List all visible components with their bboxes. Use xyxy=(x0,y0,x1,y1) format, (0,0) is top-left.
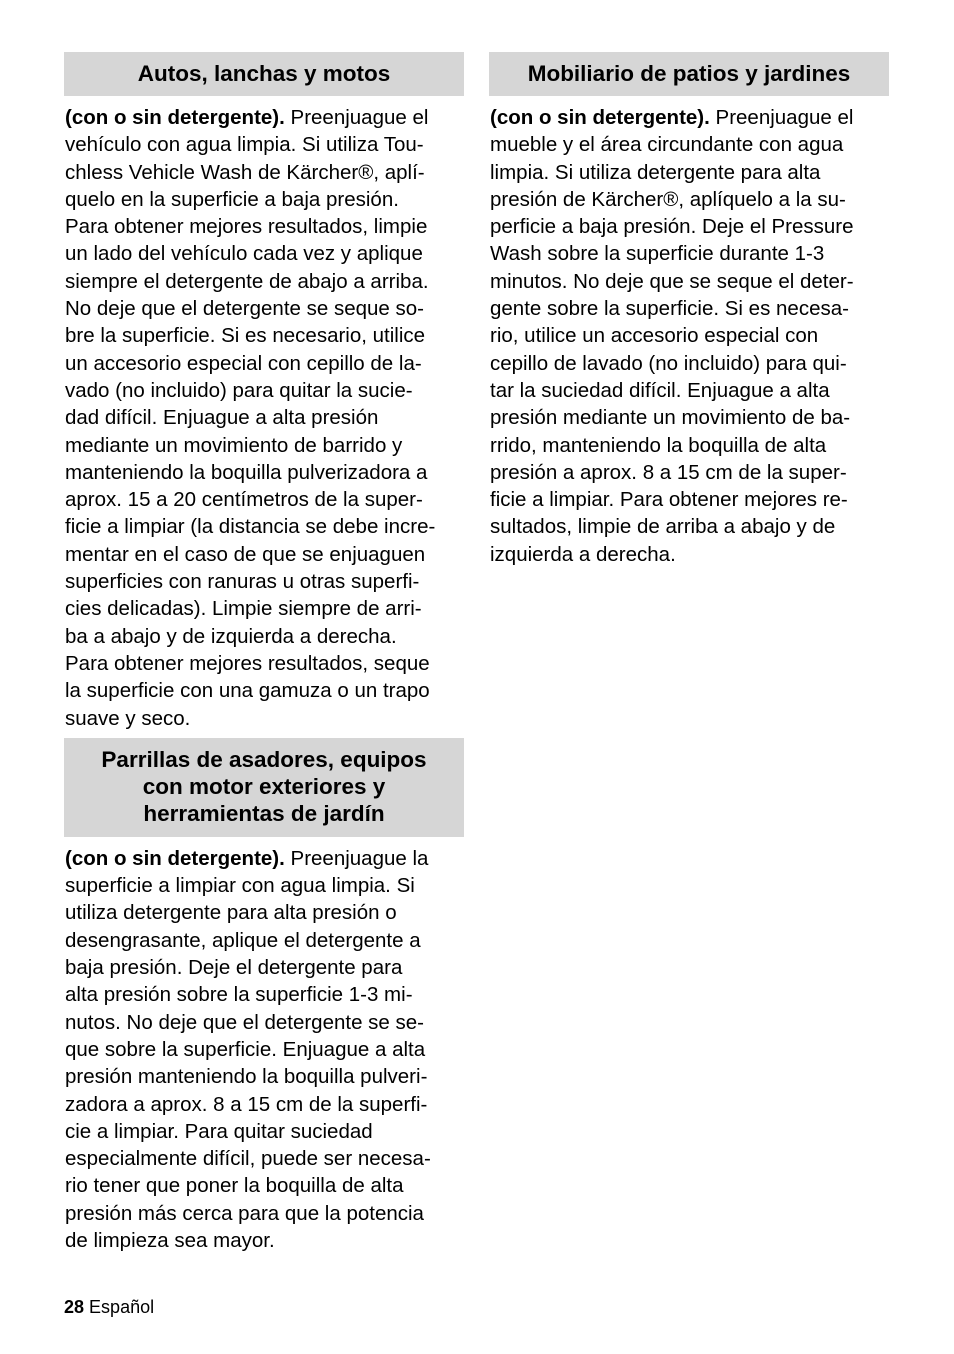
footer-language: Español xyxy=(89,1297,155,1317)
section-body-autos xyxy=(65,104,464,732)
section-text-autos: Preenjuague el vehículo con agua limpia. Si utiliza Tou- chless Vehicle Wash de Kärcher®, aplí- quelo en la superficie a baja presión. Para obtener mejores resultados, limpie un lado del vehículo cada vez y aplique siempre el detergente de abajo a arriba. No deje que el detergente se seque so- bre la superficie. Si es necesario, utilice un accesorio especial con cepillo de la- vado (no incluido) para quitar la sucie- dad difícil. Enjuague a alta presión mediante un movimiento de barrido y manteniendo la boquilla pulverizadora a aprox. 15 a 20 centímetros de la super- ficie a limpiar (la distancia se debe incre- mentar en el caso de que se enjuaguen superficies con ranuras u otras superfi- cies delicadas). Limpie siempre de arri- ba a abajo y de izquierda a derecha. Para obtener mejores resultados, seque la superficie con una gamuza o un trapo suave y seco. xyxy=(65,106,436,730)
section-body-mobiliario xyxy=(490,104,889,568)
left-column xyxy=(64,52,464,1254)
section-text-parrillas: Preenjuague la superficie a limpiar con agua limpia. Si utiliza detergente para alta presión o desengrasante, aplique el detergente a baja presión. Deje el detergente para alta presión sobre la superficie 1-3 mi- nutos. No deje que el detergente se se- que sobre la superficie. Enjuague a alta presión manteniendo la boquilla pulveri- zadora a aprox. 8 a 15 cm de la superfi- cie a limpiar. Para quitar suciedad especialmente difícil, puede ser necesa- rio tener que poner la boquilla de alta presión más cerca para que la potencia de limpieza sea mayor. xyxy=(65,846,431,1252)
section-heading-mobiliario: Mobiliario de patios y jardines xyxy=(489,52,889,96)
page-footer xyxy=(64,1296,154,1318)
section-text-mobiliario: Preenjuague el mueble y el área circundante con agua limpia. Si utiliza detergente para alta presión de Kärcher®, aplíquelo a la su- perficie a baja presión. Deje el Pressure Wash sobre la superficie durante 1-3 minutos. No deje que se seque el deter- gente sobre la superficie. Si es necesa- rio, utilice un accesorio especial con cepillo de lavado (no incluido) para qui- tar la suciedad difícil. Enjuague a alta presión mediante un movimiento de ba- rrido, manteniendo la boquilla de alta presión a aprox. 8 a 15 cm de la super- ficie a limpiar. Para obtener mejores re- sultados, limpie de arriba a abajo y de izquierda a derecha. xyxy=(490,106,854,566)
section-body-parrillas xyxy=(65,845,464,1254)
section-heading-autos: Autos, lanchas y motos xyxy=(64,52,464,96)
page-number: 28 xyxy=(64,1297,85,1317)
section-lead-mobiliario: (con o sin detergente). xyxy=(490,106,710,129)
section-lead-autos: (con o sin detergente). xyxy=(65,106,285,129)
right-column xyxy=(489,52,889,568)
section-heading-parrillas: Parrillas de asadores, equipos con motor exteriores y herramientas de jardín xyxy=(64,738,464,837)
section-lead-parrillas: (con o sin detergente). xyxy=(65,846,285,870)
